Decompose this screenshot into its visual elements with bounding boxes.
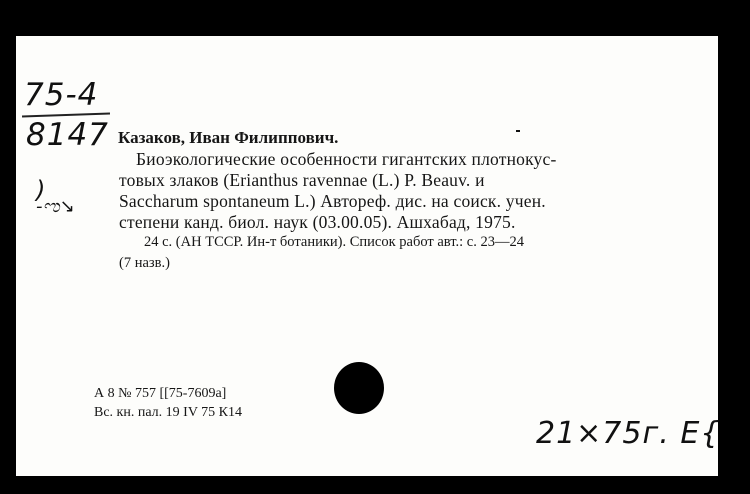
margin-bracket: ) — [36, 176, 46, 204]
details-line-1: 24 с. (АН ТССР. Ин-т ботаники). Список работ авт.: с. 23—24 — [144, 234, 524, 250]
title-line-2: товых злаков (Erianthus ravennae (L.) P. Beauv. и — [119, 170, 485, 190]
library-line-2: Вс. кн. пал. 19 IV 75 К14 — [94, 405, 243, 420]
title-line-4: степени канд. биол. наук (03.00.05). Ашхабад, 1975. — [119, 212, 516, 232]
call-number-top: 75-4 — [24, 77, 99, 113]
punch-hole — [334, 362, 384, 414]
handwritten-note: 21×75г. Е{ — [536, 416, 721, 451]
title-line-3: Saccharum spontaneum L.) Автореф. дис. на соиск. учен. — [119, 191, 546, 211]
author-heading: Казаков, Иван Филиппович. — [118, 128, 339, 147]
margin-note: -ಌ↘ — [36, 196, 75, 217]
punch-hole-center — [346, 382, 352, 388]
details-line-2: (7 назв.) — [119, 255, 170, 271]
call-number-bottom: 8147 — [26, 117, 109, 153]
library-line-1: А 8 № 757 [[75-7609а] — [94, 386, 227, 401]
catalog-card — [16, 36, 721, 476]
title-line-1: Биоэкологические особенности гигантских плотнокус- — [136, 149, 557, 169]
ink-mark — [516, 130, 520, 132]
